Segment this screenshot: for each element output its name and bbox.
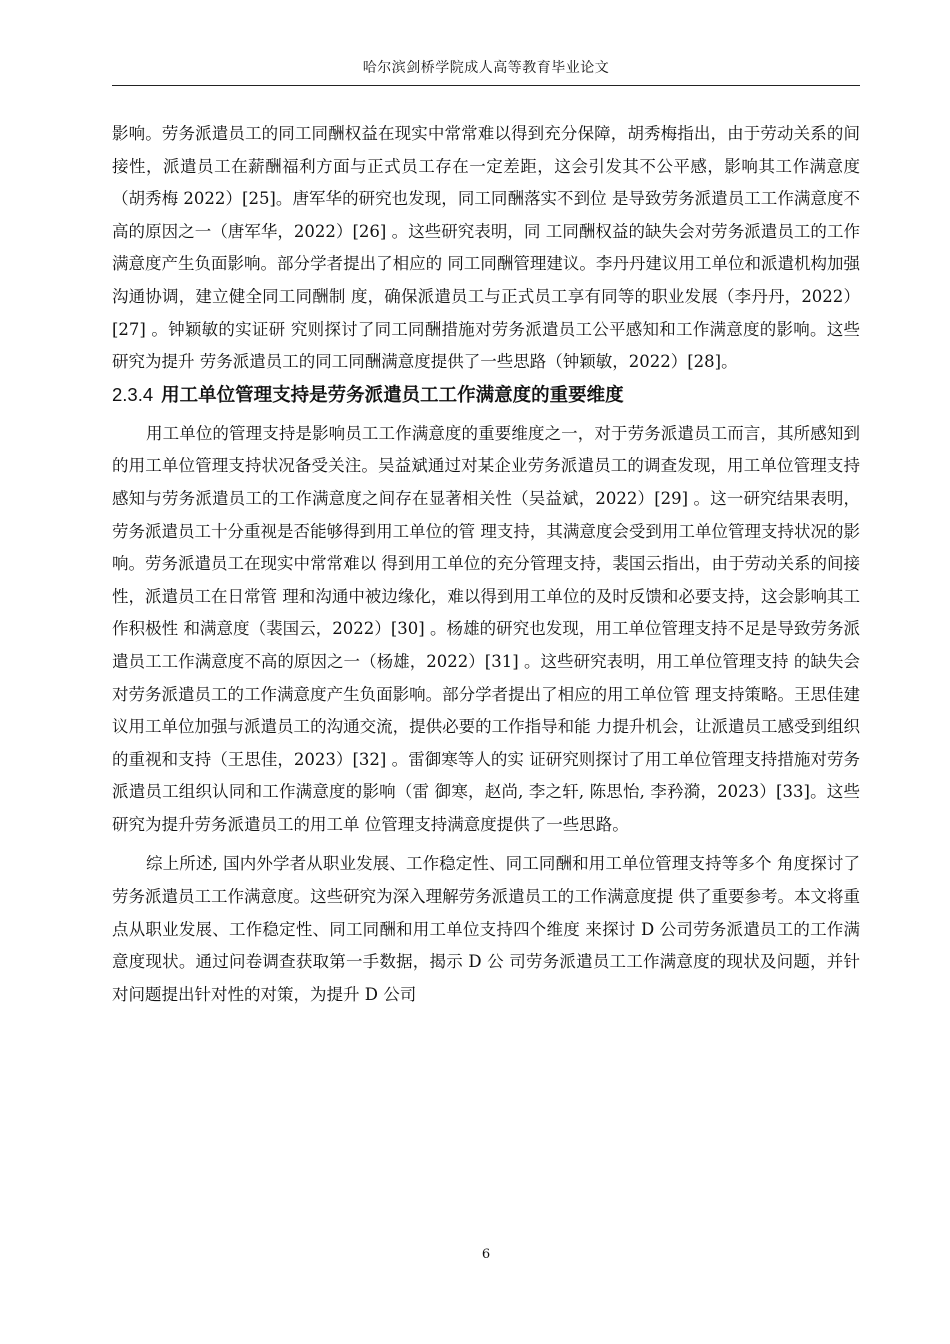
paragraph-summary: 综上所述, 国内外学者从职业发展、工作稳定性、同工同酬和用工单位管理支持等多个 角度探讨了劳务派遣员工工作满意度。这些研究为深入理解劳务派遣员工的工作满意度提 供了重要参考。本文将重点从职业发展、工作稳定性、同工同酬和用工单位支持四个维度 来探讨 D 公司劳务派遣员工的工作满意度现状。通过问卷调查获取第一手数据，揭示 D 公 司劳务派遣员工工作满意度的现状及问题，并针对问题提出针对性的对策，为提升 D 公司 [112, 854, 860, 1004]
running-header: 哈尔滨剑桥学院成人高等教育毕业论文 [362, 60, 610, 76]
paragraph-management-support: 用工单位的管理支持是影响员工工作满意度的重要维度之一，对于劳务派遣员工而言，其所感知到的用工单位管理支持状况备受关注。吴益斌通过对某企业劳务派遣员工的调查发现，用工单位管理支持感知与劳务派遣员工的工作满意度之间存在显著相关性（吴益斌，2022）[29] 。这一研究结果表明，劳务派遣员工十分重视是否能够得到用工单位的管 理支持，其满意度会受到用工单位管理支持状况的影响。劳务派遣员工在现实中常常难以 得到用工单位的充分管理支持，裴国云指出，由于劳动关系的间接性，派遣员工在日常管 理和沟通中被边缘化，难以得到用工单位的及时反馈和必要支持，这会影响其工作积极性 和满意度（裴国云，2022）[30] 。杨雄的研究也发现，用工单位管理支持不足是导致劳务派 遣员工工作满意度不高的原因之一（杨雄，2022）[31] 。这些研究表明，用工单位管理支持 的缺失会对劳务派遣员工的工作满意度产生负面影响。部分学者提出了相应的用工单位管 理支持策略。王思佳建议用工单位加强与派遣员工的沟通交流，提供必要的工作指导和能 力提升机会，让派遣员工感受到组织的重视和支持（王思佳，2023）[32] 。雷御寒等人的实 证研究则探讨了用工单位管理支持措施对劳务派遣员工组织认同和工作满意度的影响（雷 御寒，赵尚, 李之轩, 陈思怡, 李矜漪，2023）[33]。这些研究为提升劳务派遣员工的用工单 位管理支持满意度提供了一些思路。 [112, 423, 860, 834]
paragraph-equal-pay: 影响。劳务派遣员工的同工同酬权益在现实中常常难以得到充分保障，胡秀梅指出，由于劳动关系的间接性，派遣员工在薪酬福利方面与正式员工存在一定差距，这会引发其不公平感，影响其工作满意度（胡秀梅 2022）[25]。唐军华的研究也发现，同工同酬落实不到位 是导致劳务派遣员工工作满意度不高的原因之一（唐军华，2022）[26] 。这些研究表明，同 工同酬权益的缺失会对劳务派遣员工的工作满意度产生负面影响。部分学者提出了相应的 同工同酬管理建议。李丹丹建议用工单位和派遣机构加强沟通协调，建立健全同工同酬制 度，确保派遣员工与正式员工享有同等的职业发展（李丹丹，2022）[27] 。钟颖敏的实证研 究则探讨了同工同酬措施对劳务派遣员工公平感知和工作满意度的影响。这些研究为提升 劳务派遣员工的同工同酬满意度提供了一些思路（钟颖敏，2022）[28]。 [112, 124, 860, 372]
page-body [112, 118, 860, 1011]
header-divider [112, 85, 860, 86]
section-title: 用工单位管理支持是劳务派遣员工工作满意度的重要维度 [161, 384, 624, 406]
section-number: 2.3.4 [112, 383, 154, 405]
section-heading [112, 381, 860, 410]
page-number: 6 [481, 1247, 491, 1262]
